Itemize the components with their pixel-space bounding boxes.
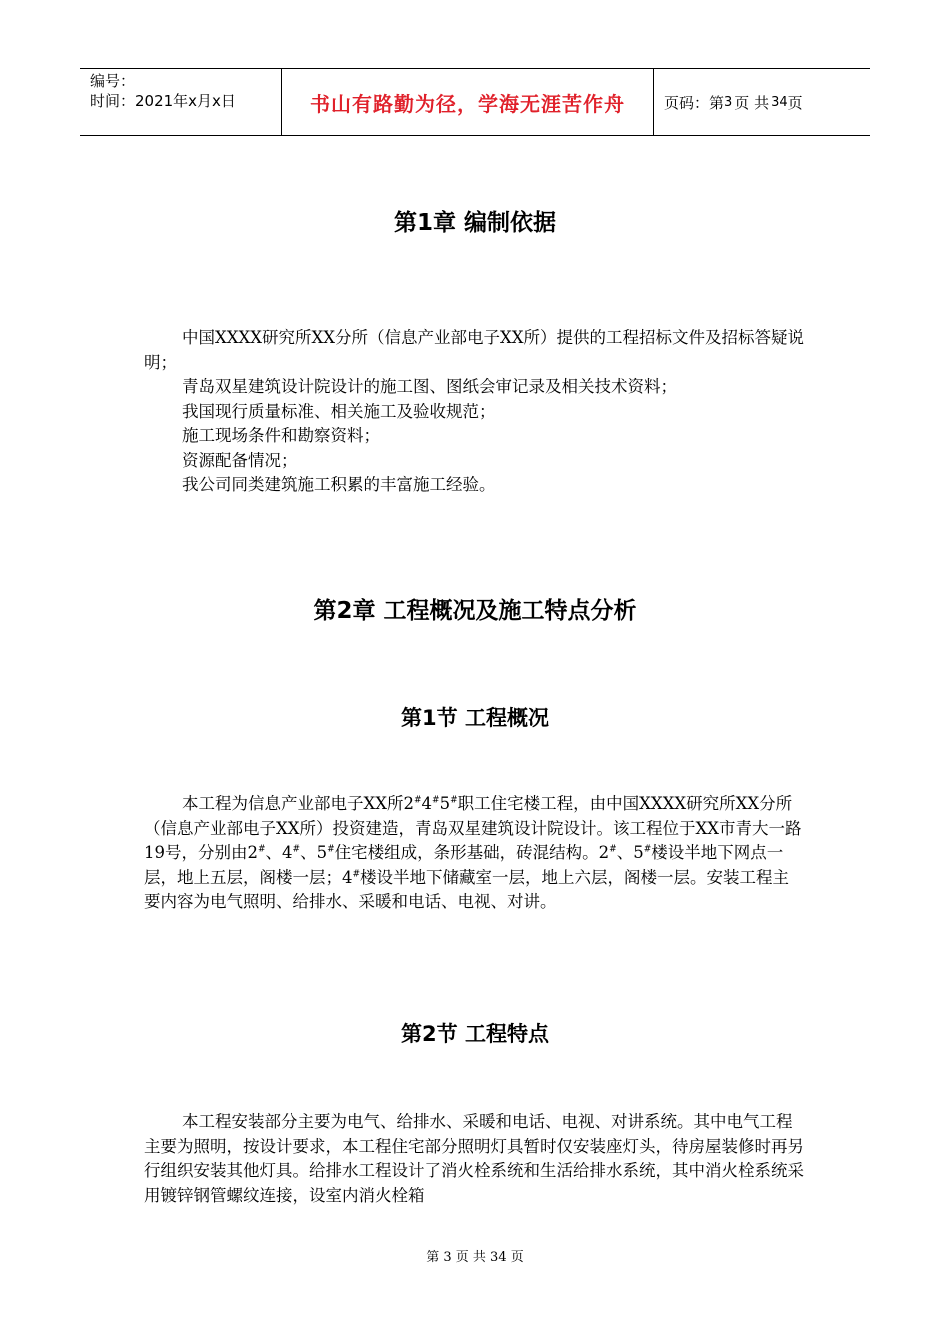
chapter1-list [144,326,804,498]
chapter2-title: 第2章 工程概况及施工特点分析 [313,598,637,624]
sup-mark: # [450,795,458,806]
page-suffix: 页 [787,93,803,112]
section2-text: 本工程安装部分主要为电气、给排水、采暖和电话、电视、对讲系统。其中电气工程主要为照明，按设计要求，本工程住宅部分照明灯具暂时仅安装座灯头，待房屋装修时再另行组织安装其他灯具。给排水工程设计了消火栓系统和生活给排水系统，其中消火栓系统采用镀锌钢管螺纹连接，设室内消火栓箱 [144,1112,804,1205]
text-run: 、5 [300,843,328,862]
sup-mark: # [292,844,301,855]
section1-title: 第1节 工程概况 [401,706,549,730]
text-run: 住宅楼组成，条形基础，砖混结构。2 [334,843,610,862]
header-page-cell [654,69,870,135]
sup-mark: # [609,844,617,855]
page-footer: 第 3 页 共 34 页 [426,1250,524,1265]
sup-mark: # [352,869,361,879]
header-motto: 书山有路勤为径，学海无涯苦作舟 [310,91,625,116]
text-run: 职工住宅楼工程，由中国XXXX研究所XX分所（信息产业部电子XX所）投资建造，青岛双星建筑设计院设计。该工程位于XX市青大一路19号，分别由2 [144,794,802,862]
text-run: 4 [421,794,433,813]
time-label: 时间：2021年x月x日 [90,92,236,110]
chapter1-item: 我国现行质量标准、相关施工及验收规范； [182,401,496,421]
chapter1-item: 施工现场条件和勘察资料； [182,426,380,445]
page-total: 34 [771,94,788,110]
sup-mark: # [327,844,335,855]
text-run: 楼设半地下网点一层，地上五层，阁楼一层；4 [144,843,784,887]
text-run: 、4 [265,843,293,862]
page-current: 3 [724,94,733,110]
section2-paragraph [144,1110,804,1208]
header-info-cell [80,69,282,135]
serial-label: 编号： [90,72,136,90]
sup-mark: # [643,844,652,855]
text-run: 楼设半地下储藏室一层，地上六层，阁楼一层。安装工程主要内容为电气照明、给排水、采暖和电话、电视、对讲。 [144,867,790,911]
section2-title: 第2节 工程特点 [401,1022,549,1046]
text-run: 、5 [616,843,644,862]
sup-mark: # [258,844,266,855]
chapter1-title: 第1章 编制依据 [393,210,556,236]
sup-mark: # [432,795,440,806]
section1-paragraph [144,792,804,915]
chapter1-item: 资源配备情况； [182,450,298,470]
chapter1-item: 中国XXXX研究所XX分所（信息产业部电子XX所）提供的工程招标文件及招标答疑说明； [144,328,804,372]
page-header [80,68,870,136]
text-run: 本工程为信息产业部电子XX所2 [182,794,414,813]
chapter1-item: 我公司同类建筑施工积累的丰富施工经验。 [182,475,496,494]
page-prefix: 页码：第 [664,93,725,112]
sup-mark: # [414,795,422,806]
text-run: 5 [439,794,451,813]
page-mid: 页 共 [734,93,770,112]
chapter1-item: 青岛双星建筑设计院设计的施工图、图纸会审记录及相关技术资料； [182,377,677,396]
header-motto-cell [282,69,654,135]
